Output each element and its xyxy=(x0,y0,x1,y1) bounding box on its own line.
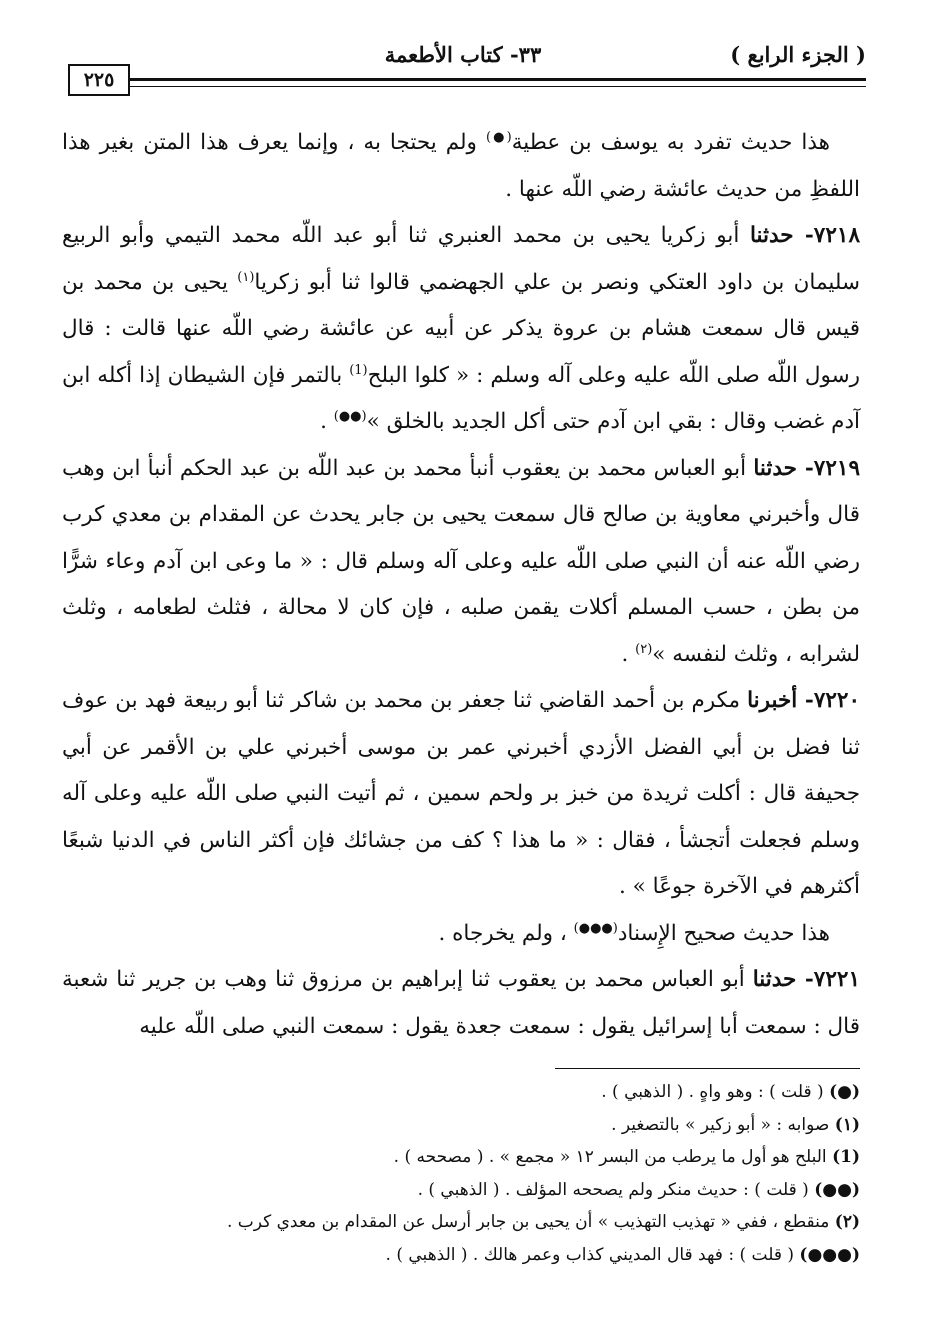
narration-keyword: - أخبرنا xyxy=(747,688,814,713)
footnote-marker: (1) xyxy=(832,1147,860,1167)
hadith-7221: ٧٢٢١- حدثنا أبو العباس محمد بن يعقوب ثنا إبراهيم بن مرزوق ثنا وهب بن جرير ثنا شعبة قال : سمعت أبا إسرائيل يقول : سمعت جعدة يقول : سمعت النبي صلى اللّه عليه xyxy=(62,967,860,1039)
footnote-text: ( قلت ) : فهد قال المديني كذاب وعمر هالك . ( الذهبي ) . xyxy=(385,1244,794,1265)
footnote-text: ( قلت ) : وهو واهٍ . ( الذهبي ) . xyxy=(601,1082,824,1102)
hadith-number: ٧٢٢١ xyxy=(813,967,860,992)
footnote-marker: (١) xyxy=(834,1114,860,1135)
footnote xyxy=(62,1174,860,1207)
footnotes xyxy=(62,1076,860,1271)
hadith-number: ٧٢١٨ xyxy=(813,223,860,248)
footnote-text: البلح هو أول ما يرطب من البسر ١٢ « مجمع » . ( مصححه ) . xyxy=(393,1147,827,1167)
chapter-title: ٣٣- كتاب الأطعمة xyxy=(384,42,542,67)
footnote xyxy=(62,1141,860,1174)
footnote-ref: (٢) xyxy=(635,641,653,657)
hadith-number: ٧٢٢٠ xyxy=(813,688,861,713)
footnote-ref: (1) xyxy=(349,362,368,378)
paragraph-commentary: هذا حديث تفرد به يوسف بن عطية(●) ولم يحتجا به ، وإنما يعرف هذا المتن بغير هذا اللفظِ من حديث عائشة رضي اللّه عنها . xyxy=(62,129,860,202)
footnote-marker: (٢) xyxy=(834,1212,860,1232)
footnote-text: ( قلت ) : حديث منكر ولم يصححه المؤلف . ( الذهبي ) . xyxy=(417,1179,809,1200)
hadith-7218: ٧٢١٨- حدثنا أبو زكريا يحيى بن محمد العنبري ثنا أبو عبد اللّه محمد التيمي وأبو الربيع سليمان بن داود العتكي ونصر بن علي الجهضمي قالوا ثنا أبو زكريا$^{(١)}$ يحيى بن محمد بن قيس قال سمعت هشام بن عروة يذكر عن أبيه عن عائشة رضي اللّه عنها قالت : قال رسول اللّه صلى اللّه عليه وعلى آله وسلم : « كلوا البلح$^{(1)}$ بالتمر فإن الشيطان إذا أكله ابن آدم غضب وقال : بقي ابن آدم حتى أكل الجديد بالخلق »(●●) . xyxy=(62,223,861,434)
main-text xyxy=(62,120,860,1050)
footnote-marker: (●) xyxy=(829,1082,860,1102)
header-rule-thick xyxy=(128,78,866,81)
footnote-ref: (●●) xyxy=(333,408,367,424)
footnote xyxy=(62,1076,860,1109)
running-header xyxy=(60,38,866,74)
footnote xyxy=(62,1206,860,1239)
footnote-separator xyxy=(555,1068,860,1069)
hadith-number: ٧٢١٩ xyxy=(813,455,860,481)
paragraph-isnad-note: هذا حديث صحيح الإِسناد(●●●) ، ولم يخرجاه . xyxy=(438,920,830,946)
footnote-text: منقطع ، ففي « تهذيب التهذيب » أن يحيى بن جابر أرسل عن المقدام بن معدي كرب . xyxy=(226,1212,830,1232)
footnote-marker: (●●) xyxy=(814,1179,860,1200)
header-rule-thin xyxy=(128,86,866,87)
footnote-marker: (●●●) xyxy=(799,1244,860,1265)
page-number: ٢٢٥ xyxy=(68,64,130,96)
narration-keyword: - حدثنا xyxy=(749,223,814,248)
footnote-ref: (●●●) xyxy=(573,920,618,936)
hadith-7219: ٧٢١٩- حدثنا أبو العباس محمد بن يعقوب أنبأ محمد بن عبد اللّه بن عبد الحكم أنبأ ابن وهب قال وأخبرني معاوية بن صالح قال سمعت يحيى بن جابر يحدث عن المقدام بن معدي كرب رضي اللّه عنه أن النبي صلى اللّه عليه وعلى آله وسلم قال : « ما وعى ابن آدم وعاء شرًّا من بطن ، حسب المسلم أكلات يقمن صلبه ، فإن كان لا محالة ، فثلث لطعامه ، وثلث لشرابه ، وثلث لنفسه »$^{(٢)}$ . xyxy=(62,455,860,667)
footnote-ref: (١) xyxy=(237,269,255,285)
narration-keyword: - حدثنا xyxy=(753,455,814,481)
narration-keyword: - حدثنا xyxy=(752,967,814,992)
footnote-ref: (●) xyxy=(485,129,512,145)
hadith-7220: ٧٢٢٠- أخبرنا مكرم بن أحمد القاضي ثنا جعفر بن محمد بن شاكر ثنا أبو ربيعة فهد بن عوف ثنا فضل بن أبي الفضل الأزدي أخبرني عمر بن موسى أخبرني علي بن الأقمر عن أبي جحيفة قال : أكلت ثريدة من خبز بر ولحم سمين ، ثم أتيت النبي صلى اللّه عليه وعلى آله وسلم فجعلت أتجشأ ، فقال : « ما هذا ؟ كف من جشائك فإن أكثر الناس في الدنيا شبعًا أكثرهم في الآخرة جوعًا » . xyxy=(62,688,861,899)
footnote-text: صوابه : « أبو زكير » بالتصغير . xyxy=(611,1114,830,1135)
part-title: ( الجزء الرابع ) xyxy=(730,42,866,67)
footnote xyxy=(62,1109,860,1142)
footnote xyxy=(62,1239,860,1272)
